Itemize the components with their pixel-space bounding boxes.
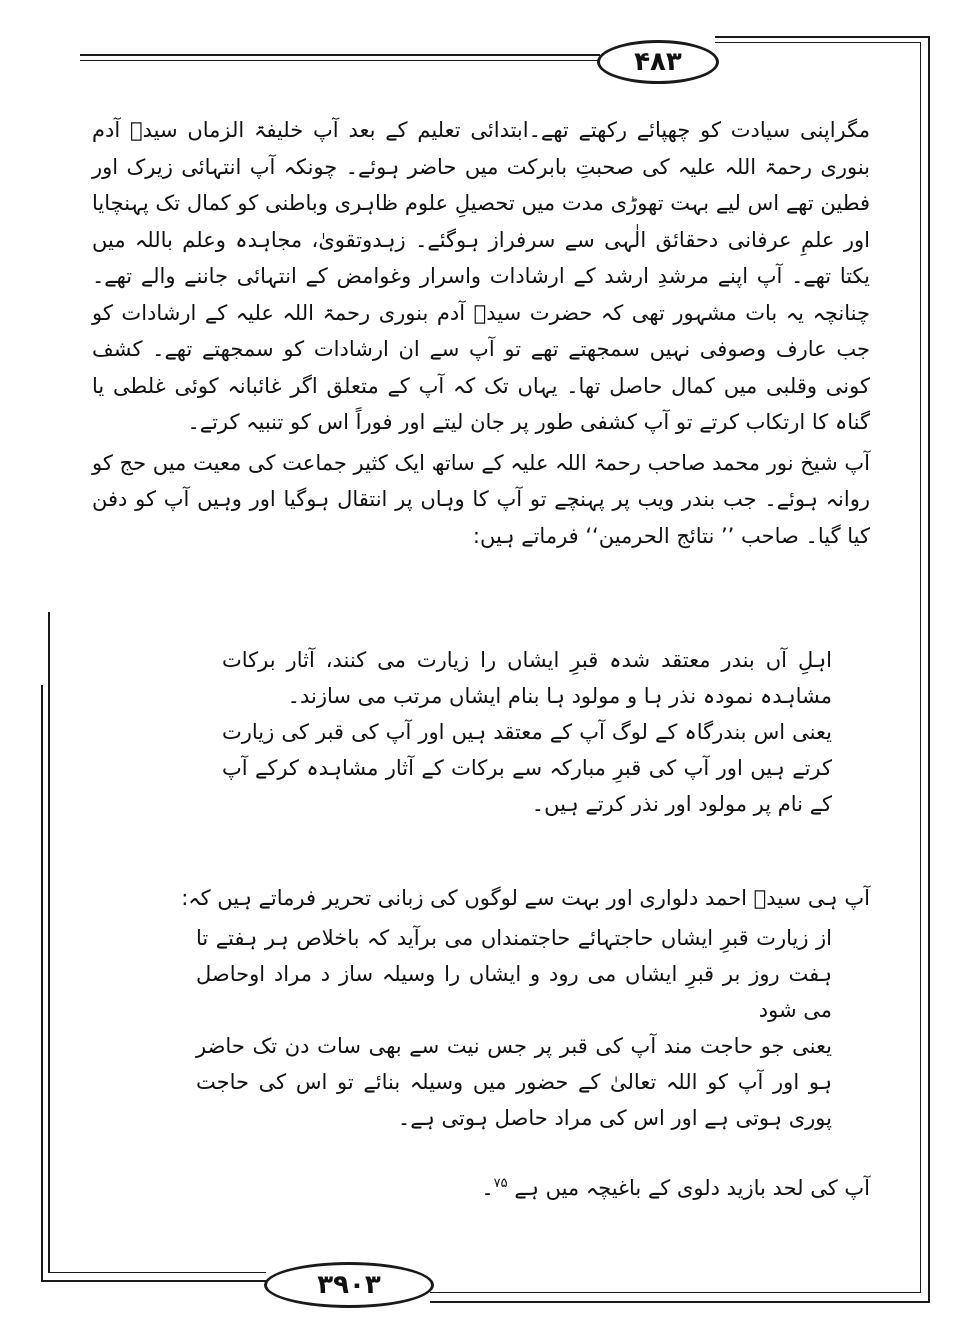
footnote-reference: ۷۵ (493, 1176, 508, 1191)
frame-top-right-2 (715, 42, 920, 43)
header-page-number-text: ۴۸۳ (634, 47, 682, 77)
footer-page-number (264, 1262, 434, 1308)
closing-line (92, 1166, 870, 1207)
frame-right-line-1 (928, 36, 930, 1301)
closing-period: ۔ (481, 1176, 494, 1200)
closing-block (92, 1166, 870, 1207)
closing-text: آپ کی لحد بازید دلوی کے باغیچہ میں ہے (514, 1176, 870, 1200)
quote-2-persian: از زیارت قبرِ ایشاں حاجتہائے حاجتمنداں می برآید کہ باخلاص ہر ہفتے تا ہفت روز بر قبرِ ایشاں می رود و ایشاں را وسیلہ ساز د مراد اوحاصل می شود (196, 926, 832, 1022)
paragraph-2: آپ شیخ نور محمد صاحب رحمۃ اللہ علیہ کے ساتھ ایک کثیر جماعت کی معیت میں حج کو روانہ ہوئے۔ جب بندر ویب پر پہنچے تو آپ کا وہاں پر انتقال ہوگیا اور وہیں آپ کو دفن کیا گیا۔ صاحب ’’ نتائج الحرمین‘‘ فرماتے ہیں: (92, 450, 870, 548)
quote-1-persian: اہلِ آں بندر معتقد شدہ قبرِ ایشاں را زیارت می کنند، آثار برکات مشاہدہ نمودہ نذر ہا و مولود ہا بنام ایشاں مرتب می سازند۔ (222, 648, 832, 708)
intro-2-block (92, 880, 870, 917)
quote-1 (222, 642, 832, 822)
header-page-number (597, 40, 719, 84)
footer-page-number-text: ۳۹۰۳ (317, 1270, 381, 1300)
frame-right-line-2 (920, 42, 921, 1292)
frame-left-line-1 (48, 612, 50, 1272)
intro-2: آپ ہی سیدؔ احمد دلواری اور بہت سے لوگوں کی زبانی تحریر فرماتے ہیں کہ: (181, 886, 870, 910)
frame-top-line-1 (80, 54, 600, 56)
frame-left-line-2 (41, 685, 43, 1280)
quote-2-urdu: یعنی جو حاجت مند آپ کی قبر پر جس نیت سے بھی سات دن تک حاضر ہو اور آپ کو اللہ تعالیٰ کے حضور میں وسیلہ بنائے تو اس کی حاجت پوری ہوتی ہے اور اس کی مراد حاصل ہوتی ہے۔ (196, 1034, 832, 1130)
paragraph-1: مگراپنی سیادت کو چھپائے رکھتے تھے۔ابتدائی تعلیم کے بعد آپ خلیفۃ الزماں سیدؔ آدم بنوری رحمۃ اللہ علیہ کی صحبتِ بابرکت میں حاضر ہوئے۔ چونکہ آپ انتہائی زیرک اور فطین تھے اس لیے بہت تھوڑی مدت میں تحصیلِ علوم ظاہری وباطنی کو کمال تک پہنچایا اور علمِ عرفانی دحقائق الٰہی سے سرفراز ہوگئے۔ زہدوتقویٰ، مجاہدہ وعلم باللہ میں یکتا تھے۔ آپ اپنے مرشدِ ارشد کے ارشادات واسرار وغوامض کے انتہائی جاننے والے تھے۔ چنانچہ یہ بات مشہور تھی کہ حضرت سیدؔ آدم بنوری رحمۃ اللہ علیہ کے ارشادات کو جب عارف وصوفی نہیں سمجھتے تھے تو آپ سے ان ارشادات کو سمجھتے تھے۔ کشف کونی وقلبی میں کمال حاصل تھا۔ یہاں تک کہ آپ کے متعلق اگر غائبانہ کوئی غلطی یا گناہ کا ارتکاب کرتے تو آپ کشفی طور پر جان لیتے اور فوراً اس کو تنبیہ کرتے۔ (92, 118, 870, 434)
frame-bottom-right-1 (430, 1301, 930, 1303)
main-text-block (92, 112, 870, 554)
frame-bottom-right-2 (430, 1292, 921, 1293)
frame-bottom-left-1 (41, 1280, 266, 1282)
frame-top-right-1 (715, 36, 930, 38)
quote-1-urdu: یعنی اس بندرگاہ کے لوگ آپ کے معتقد ہیں اور آپ کی قبر کی زیارت کرتے ہیں اور آپ کی قبرِ مبارکہ سے برکات کے آثار مشاہدہ کرکے آپ کے نام پر مولود اور نذر کرتے ہیں۔ (222, 720, 832, 816)
frame-top-line-2 (80, 60, 600, 61)
quote-2 (196, 920, 832, 1136)
frame-bottom-left-2 (48, 1272, 266, 1273)
